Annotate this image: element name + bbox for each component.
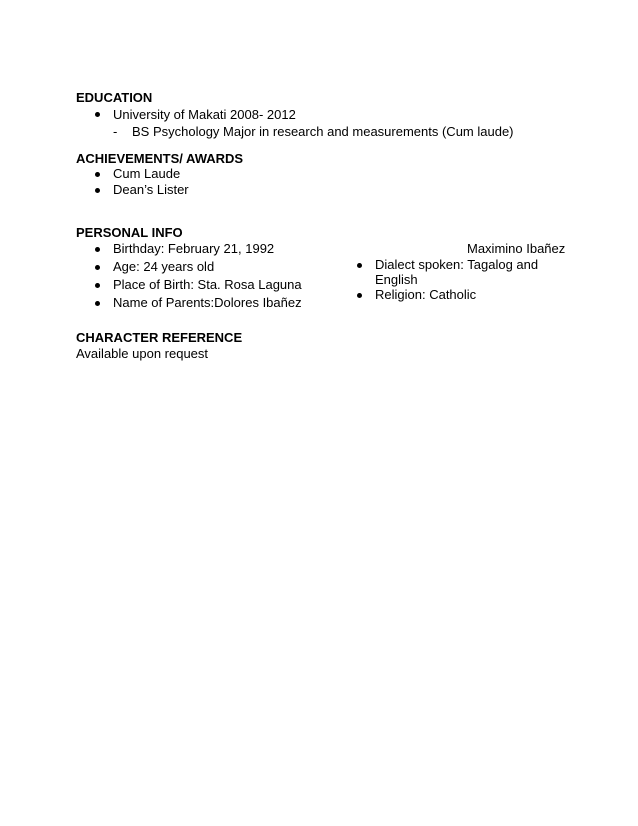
character-reference-text: Available upon request xyxy=(76,346,209,361)
education-item: University of Makati 2008- 2012 xyxy=(113,107,296,122)
personal-item-dialect: Dialect spoken: Tagalog and xyxy=(375,257,539,272)
parents-overflow-text: Maximino Ibañez xyxy=(467,241,566,256)
bullet-icon xyxy=(95,265,100,270)
bullet-icon xyxy=(95,172,100,177)
education-heading: EDUCATION xyxy=(76,90,153,105)
achievement-item: Dean’s Lister xyxy=(113,182,189,197)
achievements-heading: ACHIEVEMENTS/ AWARDS xyxy=(76,151,244,166)
personal-info-heading: PERSONAL INFO xyxy=(76,225,183,240)
personal-item-dialect-cont: English xyxy=(375,272,418,287)
personal-item-birthday: Birthday: February 21, 1992 xyxy=(113,241,275,256)
bullet-icon xyxy=(95,188,100,193)
bullet-icon xyxy=(357,293,362,298)
achievement-item: Cum Laude xyxy=(113,166,181,181)
personal-item-birthplace: Place of Birth: Sta. Rosa Laguna xyxy=(113,277,302,292)
bullet-icon xyxy=(357,263,362,268)
bullet-icon xyxy=(95,301,100,306)
dash-marker: - xyxy=(113,124,118,139)
bullet-icon xyxy=(95,247,100,252)
personal-item-religion: Religion: Catholic xyxy=(375,287,477,302)
bullet-icon xyxy=(95,283,100,288)
personal-item-parents: Name of Parents:Dolores Ibañez xyxy=(113,295,302,310)
bullet-icon xyxy=(95,112,100,117)
personal-item-age: Age: 24 years old xyxy=(113,259,215,274)
character-reference-heading: CHARACTER REFERENCE xyxy=(76,330,243,345)
education-sub-item: BS Psychology Major in research and measurements (Cum laude) xyxy=(132,124,514,139)
